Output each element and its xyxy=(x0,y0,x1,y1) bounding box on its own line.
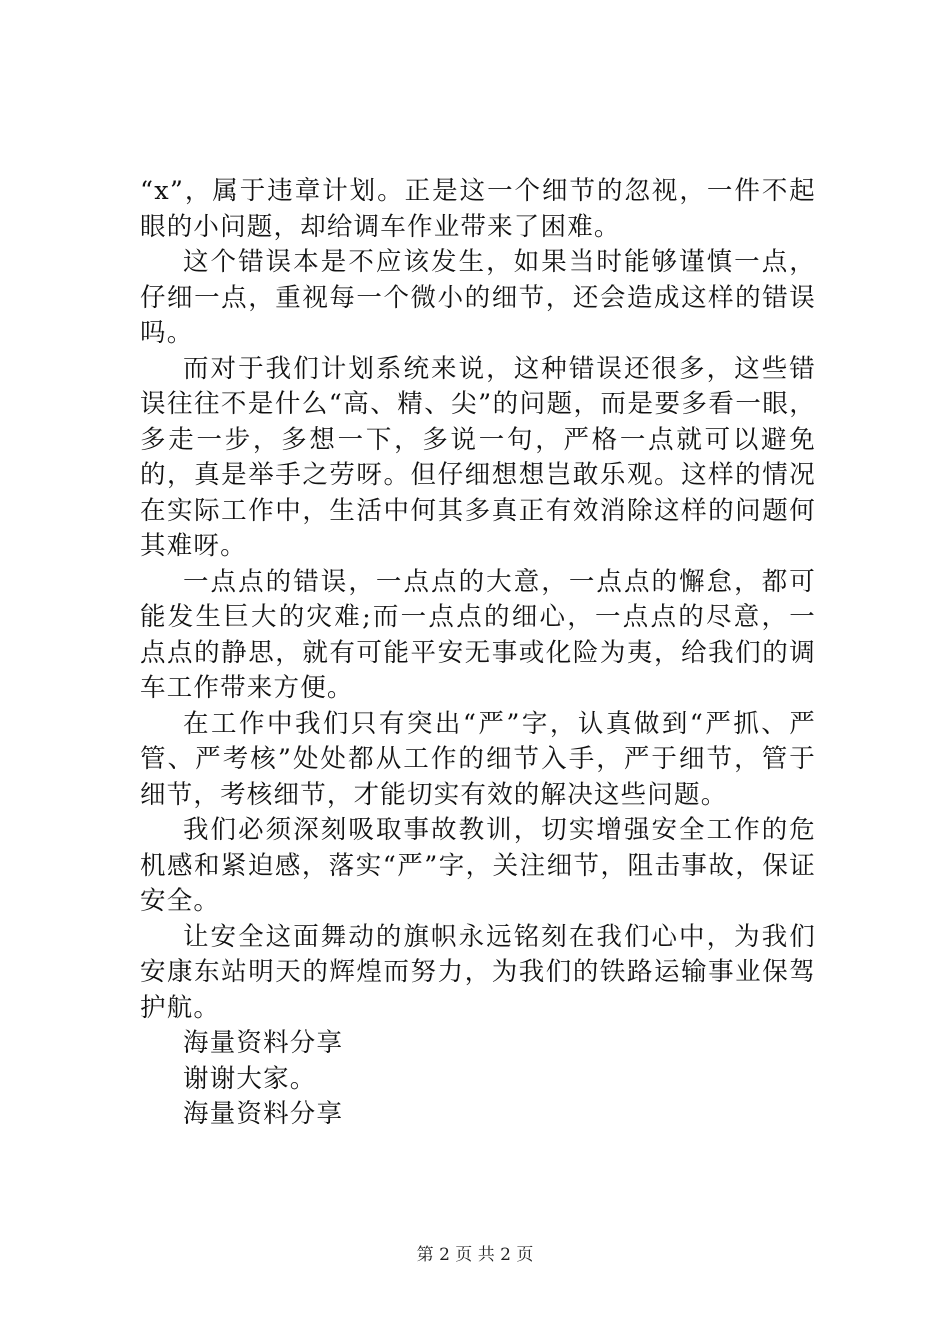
paragraph-4: 一点点的错误，一点点的大意，一点点的懈怠，都可能发生巨大的灾难;而一点点的细心，一点点的尽意，一点点的静思，就有可能平安无事或化险为夷，给我们的调车工作带来方便。 xyxy=(140,566,816,703)
paragraph-2: 这个错误本是不应该发生，如果当时能够谨慎一点，仔细一点，重视每一个微小的细节，还会造成这样的错误吗。 xyxy=(140,247,816,348)
paragraph-1: “x”，属于违章计划。正是这一个细节的忽视，一件不起眼的小问题，却给调车作业带来了困难。 xyxy=(140,176,816,242)
paragraph-6: 我们必须深刻吸取事故教训，切实增强安全工作的危机感和紧迫感，落实“严”字，关注细节，阻击事故，保证安全。 xyxy=(140,815,816,916)
closing-line-thanks: 谢谢大家。 xyxy=(183,1063,317,1094)
closing-line-resources-2: 海量资料分享 xyxy=(183,1099,344,1129)
paragraph-5: 在工作中我们只有突出“严”字，认真做到“严抓、严管、严考核”处处都从工作的细节入手，严于细节，管于细节，考核细节，才能切实有效的解决这些问题。 xyxy=(140,708,816,810)
document-body xyxy=(140,174,816,1133)
page-number-footer: 第 2 页 共 2 页 xyxy=(416,1245,534,1265)
paragraph-3: 而对于我们计划系统来说，这种错误还很多，这些错误往往不是什么“高、精、尖”的问题，而是要多看一眼，多走一步，多想一下，多说一句，严格一点就可以避免的，真是举手之劳呀。但仔细想想岂敢乐观。这样的情况在实际工作中，生活中何其多真正有效消除这样的问题何其难呀。 xyxy=(140,353,816,561)
closing-line-resources-1: 海量资料分享 xyxy=(183,1028,344,1058)
paragraph-7: 让安全这面舞动的旗帜永远铭刻在我们心中，为我们安康东站明天的辉煌而努力，为我们的铁路运输事业保驾护航。 xyxy=(140,921,816,1023)
